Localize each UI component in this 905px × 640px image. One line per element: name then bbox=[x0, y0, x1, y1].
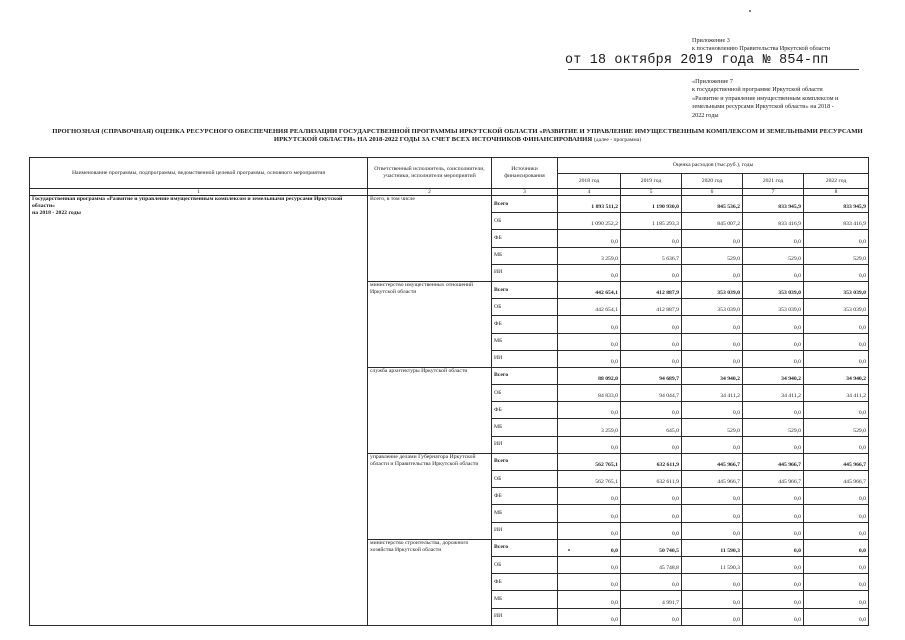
amount-cell: 0,0 bbox=[558, 505, 621, 522]
amount-cell: 0,0 bbox=[743, 505, 804, 522]
amount-cell: 529,0 bbox=[804, 247, 869, 264]
header-year: 2021 год bbox=[743, 174, 804, 189]
amount-cell: 0,0 bbox=[804, 505, 869, 522]
source-cell: ФБ bbox=[492, 488, 558, 505]
source-cell: ИИ bbox=[492, 522, 558, 539]
appendix-7-line-3: «Развитие и управление имущественным комплексом и bbox=[692, 94, 839, 102]
decree-underline bbox=[568, 69, 859, 70]
amount-cell: 0,0 bbox=[682, 488, 743, 505]
amount-cell: 11 590,3 bbox=[682, 539, 743, 556]
amount-cell: 0,0 bbox=[558, 539, 621, 556]
amount-cell: 445 966,7 bbox=[804, 453, 869, 470]
amount-cell: 0,0 bbox=[804, 230, 869, 247]
amount-cell: 0,0 bbox=[804, 488, 869, 505]
amount-cell: 84 833,0 bbox=[558, 385, 621, 402]
header-year: 2022 год bbox=[804, 174, 869, 189]
column-number: 7 bbox=[743, 189, 804, 196]
source-cell: ФБ bbox=[492, 316, 558, 333]
amount-cell: 0,0 bbox=[558, 333, 621, 350]
appendix-7-line-1: «Приложение 7 bbox=[692, 78, 733, 85]
amount-cell: 632 611,9 bbox=[621, 471, 682, 488]
amount-cell: 0,0 bbox=[682, 608, 743, 625]
amount-cell: 0,0 bbox=[558, 608, 621, 625]
header-executor: Ответственный исполнитель, соисполнители, участники, исполнители мероприятий bbox=[368, 158, 492, 189]
amount-cell: 0,0 bbox=[804, 591, 869, 608]
amount-cell: 0,0 bbox=[804, 436, 869, 453]
amount-cell: 34 940,2 bbox=[743, 367, 804, 384]
source-cell: ОБ bbox=[492, 471, 558, 488]
amount-cell: 3 259,0 bbox=[558, 419, 621, 436]
header-source: Источники финансирования bbox=[492, 158, 558, 189]
column-number: 1 bbox=[30, 189, 368, 196]
amount-cell: 0,0 bbox=[804, 333, 869, 350]
amount-cell: 0,0 bbox=[804, 608, 869, 625]
amount-cell: 0,0 bbox=[743, 591, 804, 608]
source-cell: ИИ bbox=[492, 350, 558, 367]
amount-cell: 833 945,9 bbox=[804, 196, 869, 213]
executor-cell: Всего, в том числе bbox=[368, 196, 492, 282]
amount-cell: 0,0 bbox=[558, 230, 621, 247]
table-row bbox=[30, 196, 869, 213]
amount-cell: 0,0 bbox=[743, 608, 804, 625]
amount-cell: 0,0 bbox=[743, 350, 804, 367]
source-cell: ФБ bbox=[492, 402, 558, 419]
executor-cell: служба архитектуры Иркутской области bbox=[368, 367, 492, 453]
amount-cell: 645,0 bbox=[621, 419, 682, 436]
scan-speck bbox=[749, 10, 751, 12]
amount-cell: 0,0 bbox=[804, 350, 869, 367]
source-cell: ИИ bbox=[492, 264, 558, 281]
amount-cell: 0,0 bbox=[743, 402, 804, 419]
source-cell: МБ bbox=[492, 591, 558, 608]
amount-cell: 353 039,0 bbox=[682, 299, 743, 316]
resolution-reference: к постановлению Правительства Иркутской области bbox=[692, 45, 831, 53]
amount-cell: 0,0 bbox=[743, 488, 804, 505]
table-body bbox=[30, 196, 869, 626]
executor-cell: министерство имущественных отношений Иркутской области bbox=[368, 281, 492, 367]
amount-cell: 353 039,0 bbox=[804, 281, 869, 298]
amount-cell: 0,0 bbox=[621, 316, 682, 333]
header-name: Наименование программы, подпрограммы, ведомственной целевой программы, основного мероприятия bbox=[30, 158, 368, 189]
amount-cell: 353 039,0 bbox=[804, 299, 869, 316]
executor-cell: министерство строительства, дорожного хозяйства Иркутской области bbox=[368, 539, 492, 625]
amount-cell: 353 039,0 bbox=[682, 281, 743, 298]
amount-cell: 94 689,7 bbox=[621, 367, 682, 384]
amount-cell: 445 966,7 bbox=[743, 453, 804, 470]
amount-cell: 11 590,3 bbox=[682, 556, 743, 573]
source-cell: Всего bbox=[492, 453, 558, 470]
appendix-7-line-5: 2022 годы bbox=[692, 111, 719, 119]
amount-cell: 0,0 bbox=[621, 350, 682, 367]
source-cell: МБ bbox=[492, 333, 558, 350]
decree-number: от 18 октября 2019 года № 854-пп bbox=[565, 53, 829, 68]
amount-cell: 562 765,1 bbox=[558, 471, 621, 488]
amount-cell: 0,0 bbox=[743, 539, 804, 556]
amount-cell: 5 636,7 bbox=[621, 247, 682, 264]
source-cell: ОБ bbox=[492, 299, 558, 316]
amount-cell: 0,0 bbox=[804, 539, 869, 556]
amount-cell: 442 654,1 bbox=[558, 299, 621, 316]
amount-cell: 0,0 bbox=[743, 556, 804, 573]
source-cell: ФБ bbox=[492, 230, 558, 247]
amount-cell: 529,0 bbox=[743, 247, 804, 264]
amount-cell: 50 740,5 bbox=[621, 539, 682, 556]
source-cell: Всего bbox=[492, 196, 558, 213]
amount-cell: 833 416,9 bbox=[804, 213, 869, 230]
amount-cell: 0,0 bbox=[621, 522, 682, 539]
amount-cell: 0,0 bbox=[743, 230, 804, 247]
amount-cell: 0,0 bbox=[682, 316, 743, 333]
amount-cell: 845 536,2 bbox=[682, 196, 743, 213]
amount-cell: 34 411,2 bbox=[743, 385, 804, 402]
amount-cell: 0,0 bbox=[682, 436, 743, 453]
appendix-3-label: Приложение 3 bbox=[692, 37, 730, 44]
amount-cell: 632 611,9 bbox=[621, 453, 682, 470]
amount-cell: 833 945,9 bbox=[743, 196, 804, 213]
header-year: 2018 год bbox=[558, 174, 621, 189]
amount-cell: 0,0 bbox=[558, 264, 621, 281]
amount-cell: 0,0 bbox=[558, 316, 621, 333]
amount-cell: 0,0 bbox=[621, 436, 682, 453]
amount-cell: 0,0 bbox=[558, 488, 621, 505]
amount-cell: 0,0 bbox=[682, 333, 743, 350]
amount-cell: 0,0 bbox=[621, 574, 682, 591]
source-cell: Всего bbox=[492, 539, 558, 556]
amount-cell: 45 748,8 bbox=[621, 556, 682, 573]
amount-cell: 0,0 bbox=[743, 436, 804, 453]
amount-cell: 445 966,7 bbox=[682, 471, 743, 488]
column-number: 2 bbox=[368, 189, 492, 196]
amount-cell: 0,0 bbox=[804, 264, 869, 281]
amount-cell: 0,0 bbox=[558, 436, 621, 453]
source-cell: МБ bbox=[492, 247, 558, 264]
amount-cell: 34 411,2 bbox=[804, 385, 869, 402]
appendix-7-line-2: к государственной программе Иркутской области bbox=[692, 86, 823, 94]
source-cell: ФБ bbox=[492, 574, 558, 591]
source-cell: ИИ bbox=[492, 608, 558, 625]
column-number: 5 bbox=[621, 189, 682, 196]
amount-cell: 34 411,2 bbox=[682, 385, 743, 402]
amount-cell: 0,0 bbox=[682, 522, 743, 539]
amount-cell: 0,0 bbox=[682, 350, 743, 367]
amount-cell: 0,0 bbox=[804, 556, 869, 573]
amount-cell: 0,0 bbox=[558, 350, 621, 367]
amount-cell: 88 092,0 bbox=[558, 367, 621, 384]
amount-cell: 412 887,9 bbox=[621, 299, 682, 316]
amount-cell: 412 887,9 bbox=[621, 281, 682, 298]
amount-cell: 0,0 bbox=[621, 264, 682, 281]
program-name: Государственная программа «Развитие и управление имущественным комплексом и земельными ресурсами Иркутской области» bbox=[32, 196, 343, 209]
source-cell: ОБ bbox=[492, 556, 558, 573]
amount-cell: 353 039,0 bbox=[743, 281, 804, 298]
amount-cell: 0,0 bbox=[682, 264, 743, 281]
amount-cell: 529,0 bbox=[743, 419, 804, 436]
header-year: 2020 год bbox=[682, 174, 743, 189]
header-estimate: Оценка расходов (тыс.руб.), годы bbox=[558, 158, 869, 174]
amount-cell: 0,0 bbox=[804, 402, 869, 419]
amount-cell: 833 416,9 bbox=[743, 213, 804, 230]
amount-cell: 442 654,1 bbox=[558, 281, 621, 298]
amount-cell: 4 991,7 bbox=[621, 591, 682, 608]
program-name-cell bbox=[30, 196, 368, 626]
amount-cell: 0,0 bbox=[743, 333, 804, 350]
amount-cell: 0,0 bbox=[621, 333, 682, 350]
amount-cell: 0,0 bbox=[804, 316, 869, 333]
appendix-3-header bbox=[692, 37, 830, 54]
column-number: 3 bbox=[492, 189, 558, 196]
amount-cell: 0,0 bbox=[621, 230, 682, 247]
executor-cell: управление делами Губернатора Иркутской области и Правительства Иркутской области bbox=[368, 453, 492, 539]
amount-cell: 3 259,0 bbox=[558, 247, 621, 264]
amount-cell: 0,0 bbox=[558, 574, 621, 591]
column-number: 6 bbox=[682, 189, 743, 196]
amount-cell: 562 765,1 bbox=[558, 453, 621, 470]
amount-cell: 529,0 bbox=[682, 419, 743, 436]
amount-cell: 0,0 bbox=[621, 402, 682, 419]
amount-cell: 353 039,0 bbox=[743, 299, 804, 316]
header-year: 2019 год bbox=[621, 174, 682, 189]
amount-cell: 445 966,7 bbox=[743, 471, 804, 488]
amount-cell: 445 966,7 bbox=[682, 453, 743, 470]
amount-cell: 0,0 bbox=[804, 574, 869, 591]
source-cell: МБ bbox=[492, 505, 558, 522]
appendix-7-line-4: земельными ресурсами Иркутской области» на 2018 - bbox=[692, 103, 834, 111]
document-title bbox=[40, 128, 875, 144]
column-number: 4 bbox=[558, 189, 621, 196]
amount-cell: 0,0 bbox=[558, 402, 621, 419]
source-cell: ИИ bbox=[492, 436, 558, 453]
amount-cell: 0,0 bbox=[682, 402, 743, 419]
document-title-tail: (далее - программа) bbox=[593, 137, 642, 144]
source-cell: Всего bbox=[492, 281, 558, 298]
program-period: на 2018 - 2022 годы bbox=[32, 210, 81, 216]
amount-cell: 1 185 293,3 bbox=[621, 213, 682, 230]
amount-cell: 1 190 930,0 bbox=[621, 196, 682, 213]
amount-cell: 0,0 bbox=[682, 574, 743, 591]
source-cell: ОБ bbox=[492, 213, 558, 230]
source-cell: ОБ bbox=[492, 385, 558, 402]
amount-cell: 0,0 bbox=[743, 264, 804, 281]
amount-cell: 34 940,2 bbox=[804, 367, 869, 384]
amount-cell: 0,0 bbox=[682, 505, 743, 522]
amount-cell: 0,0 bbox=[558, 522, 621, 539]
amount-cell: 845 007,2 bbox=[682, 213, 743, 230]
source-cell: Всего bbox=[492, 367, 558, 384]
amount-cell: 34 940,2 bbox=[682, 367, 743, 384]
amount-cell: 0,0 bbox=[621, 608, 682, 625]
amount-cell: 529,0 bbox=[804, 419, 869, 436]
amount-cell: 0,0 bbox=[743, 316, 804, 333]
amount-cell: 1 090 252,2 bbox=[558, 213, 621, 230]
appendix-7-header bbox=[692, 78, 860, 120]
amount-cell: 0,0 bbox=[743, 522, 804, 539]
document-title-main: ПРОГНОЗНАЯ (СПРАВОЧНАЯ) ОЦЕНКА РЕСУРСНОГО ОБЕСПЕЧЕНИЯ РЕАЛИЗАЦИИ ГОСУДАРСТВЕННОЙ ПРОГРАММЫ ИРКУТСКОЙ ОБЛАСТИ «РАЗВИТИЕ И УПРАВЛЕНИЕ ИМУЩЕСТВЕННЫМ КОМПЛЕКСОМ И ЗЕМЕЛЬНЫМИ РЕСУРСАМИ ИРКУТСКОЙ ОБЛАСТИ» НА 2018-2022 ГОДЫ ЗА СЧЕТ ВСЕХ ИСТОЧНИКОВ ФИНАНСИРОВАНИЯ bbox=[52, 128, 863, 144]
amount-cell: 1 093 511,2 bbox=[558, 196, 621, 213]
amount-cell: 445 966,7 bbox=[804, 471, 869, 488]
amount-cell: 0,0 bbox=[621, 505, 682, 522]
amount-cell: 529,0 bbox=[682, 247, 743, 264]
amount-cell: 0,0 bbox=[621, 488, 682, 505]
resource-table bbox=[29, 157, 869, 626]
amount-cell: 0,0 bbox=[558, 556, 621, 573]
amount-cell: 0,0 bbox=[804, 522, 869, 539]
column-number: 8 bbox=[804, 189, 869, 196]
amount-cell: 0,0 bbox=[558, 591, 621, 608]
source-cell: МБ bbox=[492, 419, 558, 436]
amount-cell: 0,0 bbox=[682, 230, 743, 247]
amount-cell: 0,0 bbox=[682, 591, 743, 608]
amount-cell: 0,0 bbox=[743, 574, 804, 591]
amount-cell: 94 044,7 bbox=[621, 385, 682, 402]
